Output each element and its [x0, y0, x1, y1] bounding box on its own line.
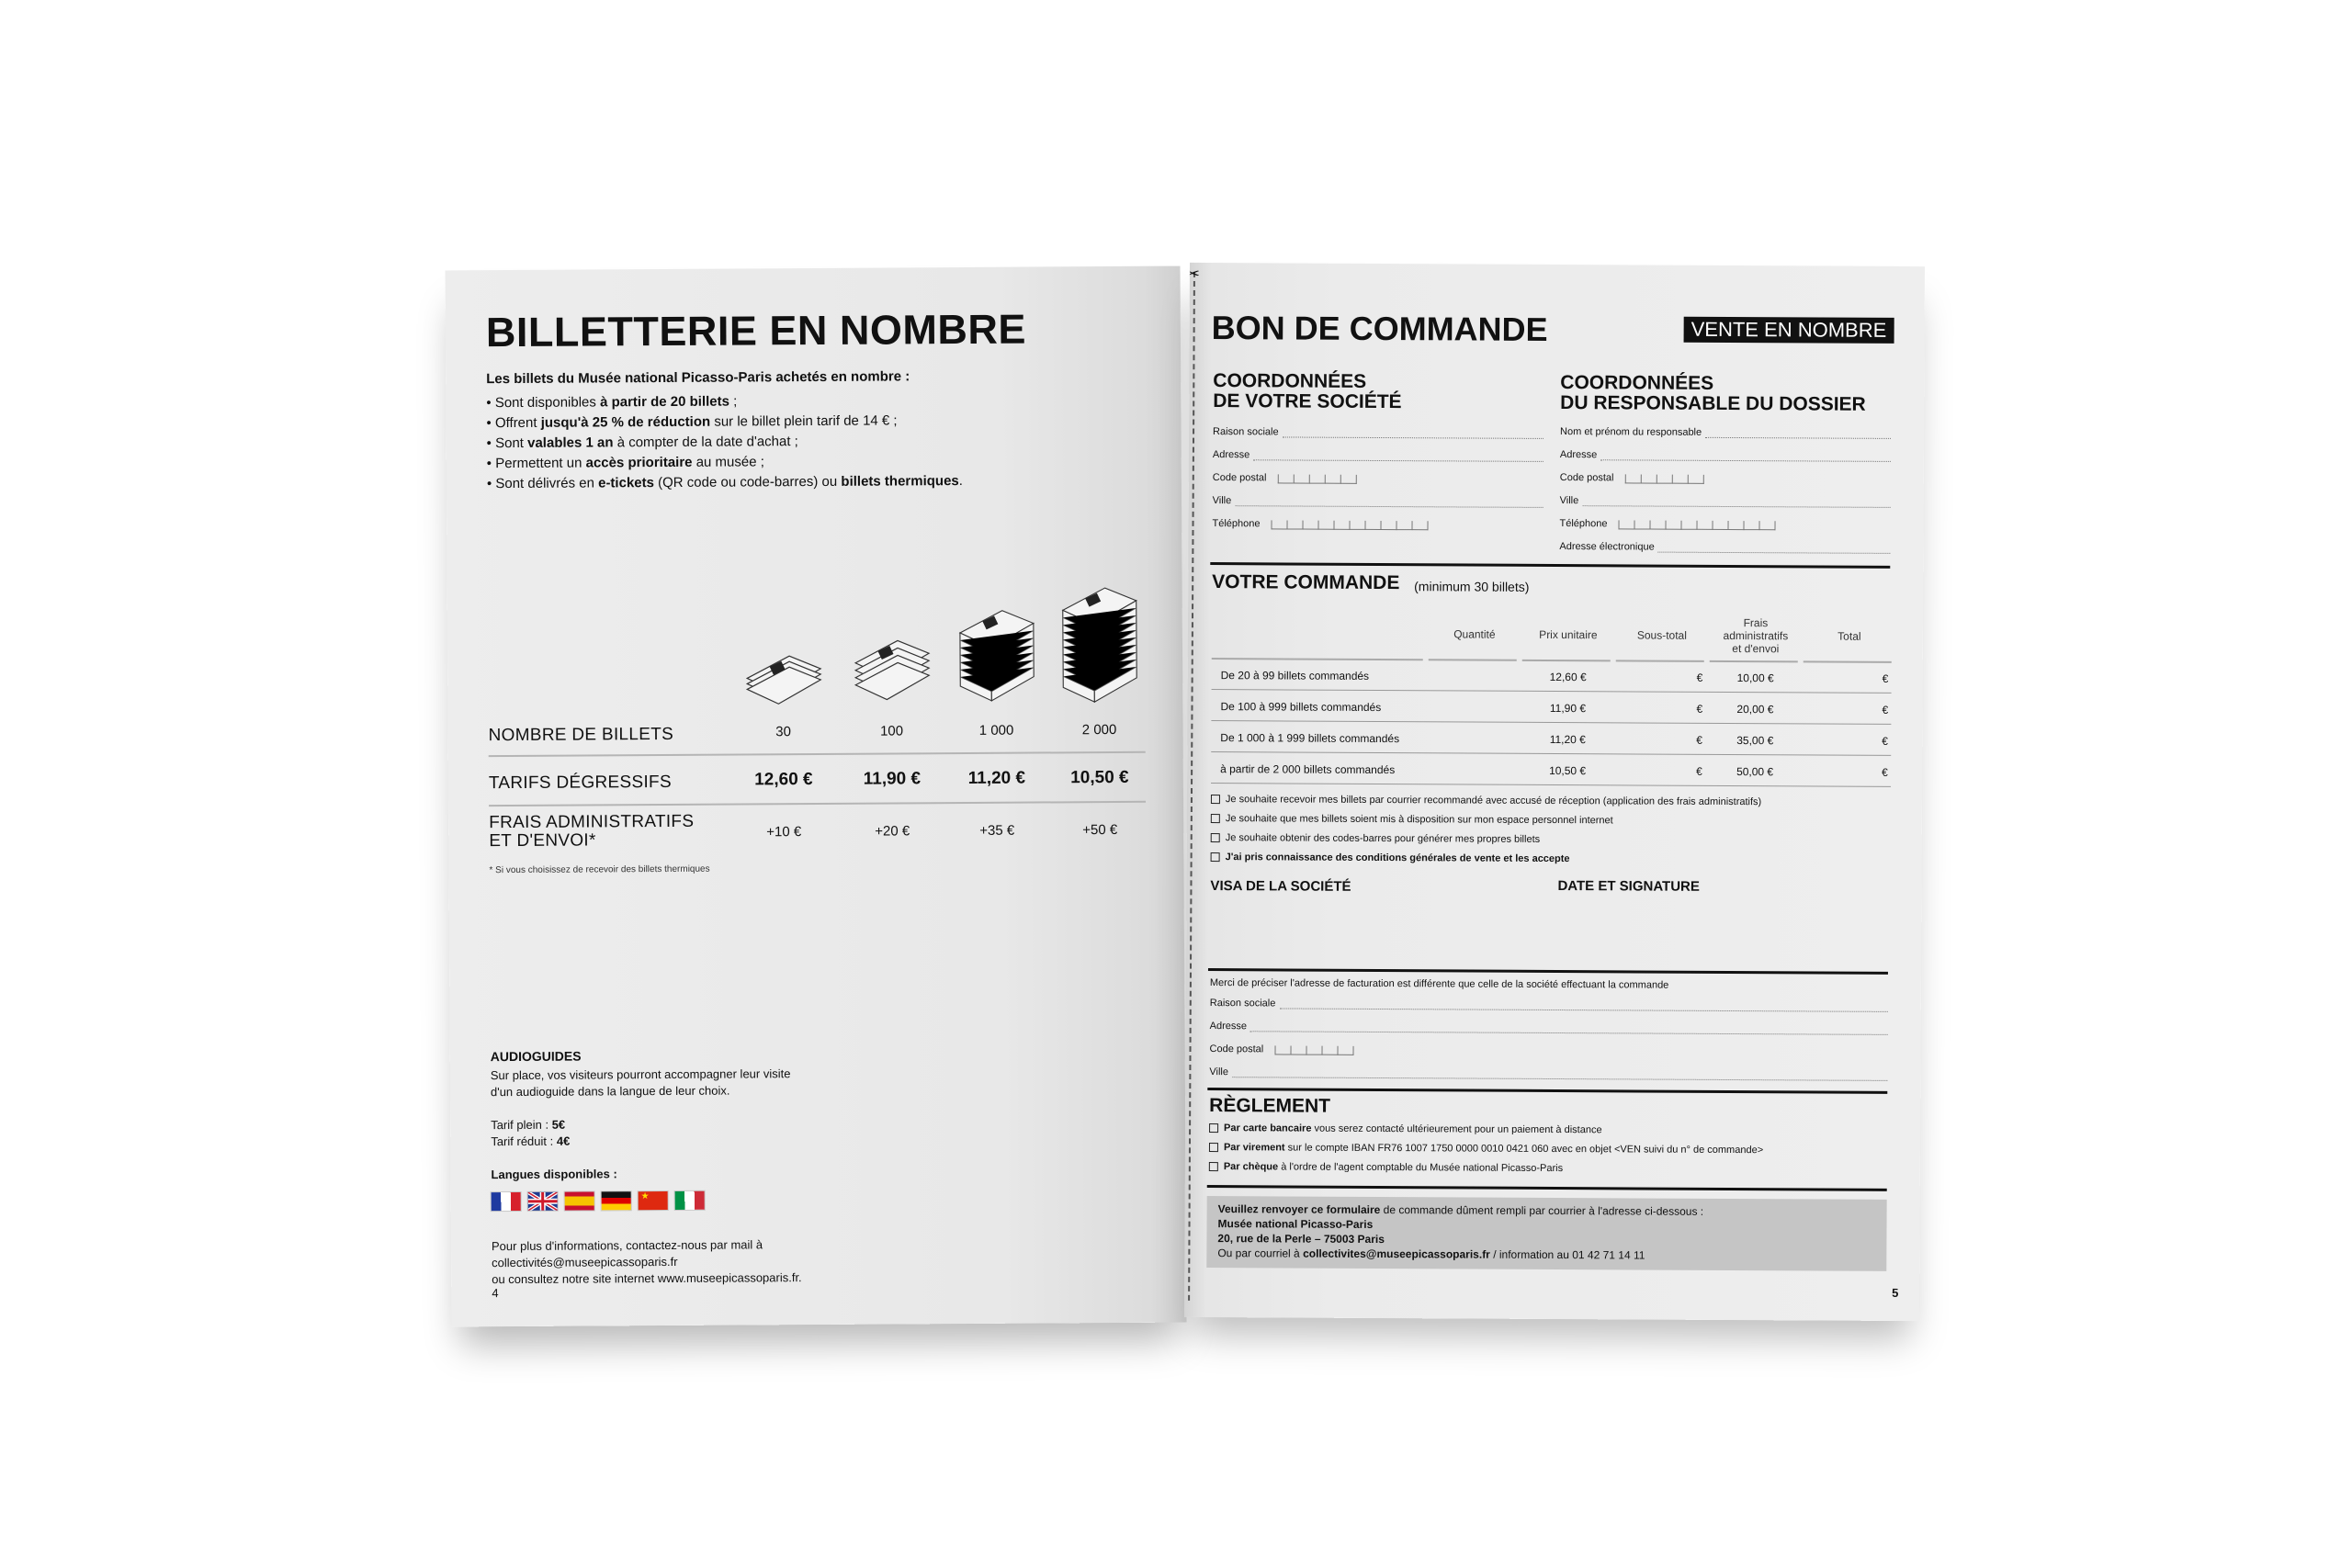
right-page	[1184, 263, 1925, 1321]
table-row-label: De 100 à 999 billets commandés	[1220, 700, 1382, 715]
quantity-cell: 100	[880, 723, 904, 739]
return-museum: Musée national Picasso-Paris	[1217, 1217, 1374, 1231]
return-mail: Ou par courriel à collectivites@museepicassoparis.fr / information au 01 42 71 14 11	[1217, 1247, 1645, 1262]
italy-flag-icon	[675, 1191, 705, 1210]
audioguides-text: Sur place, vos visiteurs pourront accompagner leur visite	[490, 1066, 791, 1083]
audioguides-title: AUDIOGUIDES	[490, 1048, 582, 1065]
page-number: 5	[1892, 1285, 1899, 1300]
checkbox-icon[interactable]	[1211, 795, 1220, 804]
fees-cell: 10,00 €	[1736, 671, 1774, 685]
order-form-title: BON DE COMMANDE	[1211, 309, 1548, 348]
left-page	[445, 266, 1186, 1327]
china-flag-icon: ★	[639, 1191, 668, 1210]
billing-city-field[interactable]: Ville	[1209, 1066, 1887, 1081]
return-instruction: Veuillez renvoyer ce formulaire de commande dûment rempli par courrier à l'adresse ci-dessous :	[1217, 1202, 1704, 1218]
contact-phone-field[interactable]: Téléphone	[1559, 518, 1890, 531]
divider	[489, 801, 1146, 807]
contact-text: Pour plus d'informations, contactez-nous par mail à	[491, 1237, 763, 1254]
return-email-link[interactable]: collectivites@museepicassoparis.fr	[1303, 1247, 1490, 1261]
contact-email-link[interactable]: collectivités@museepicassoparis.fr	[492, 1254, 678, 1270]
price-cell: 10,50 €	[1070, 767, 1129, 788]
section-title-line: DU RESPONSABLE DU DOSSIER	[1560, 392, 1866, 415]
column-header-fees	[1710, 616, 1802, 656]
fee-cell: +10 €	[766, 824, 802, 840]
billing-address-field[interactable]: Adresse	[1210, 1021, 1888, 1035]
euro-sign: €	[1882, 671, 1889, 685]
row-label-quantity: NOMBRE DE BILLETS	[488, 724, 674, 746]
price-cell: 11,20 €	[967, 768, 1026, 788]
table-line	[1211, 783, 1891, 787]
perforation-line	[1188, 272, 1195, 1301]
ticket-stack-icon	[1057, 584, 1141, 714]
visa-label: VISA DE LA SOCIÉTÉ	[1210, 878, 1351, 895]
euro-sign: €	[1696, 733, 1703, 747]
audioguides-text: d'un audioguide dans la langue de leur choix.	[490, 1083, 730, 1100]
payment-section-title: RÈGLEMENT	[1209, 1095, 1331, 1117]
euro-sign: €	[1882, 765, 1888, 779]
row-label-fees	[489, 813, 694, 851]
contact-address-field[interactable]: Adresse	[1560, 449, 1891, 462]
fees-cell: 50,00 €	[1736, 765, 1774, 779]
fee-cell: +50 €	[1082, 821, 1118, 839]
germany-flag-icon	[602, 1191, 631, 1210]
uk-flag-icon	[528, 1192, 558, 1211]
contact-name-field[interactable]: Nom et prénom du responsable	[1560, 426, 1891, 439]
order-section-title: VOTRE COMMANDE	[1212, 571, 1400, 594]
table-line	[1429, 659, 1517, 661]
table-line	[1211, 751, 1891, 756]
divider	[1210, 562, 1890, 569]
table-row-label: De 20 à 99 billets commandés	[1220, 669, 1370, 682]
tarif-plein: Tarif plein : 5€	[491, 1117, 566, 1133]
table-line	[1522, 660, 1611, 662]
quantity-cell: 30	[775, 724, 791, 740]
page-title: BILLETTERIE EN NOMBRE	[485, 305, 1027, 356]
france-flag-icon	[492, 1192, 521, 1211]
quantity-cell: 1 000	[978, 722, 1014, 739]
payment-transfer-option[interactable]: Par virement sur le compte IBAN FR76 1007 1750 0000 0010 0421 060 avec en objet <VEN suivi du n° de commande>	[1209, 1142, 1763, 1156]
fees-label-line: FRAIS ADMINISTRATIFS	[489, 811, 695, 833]
euro-sign: €	[1696, 702, 1703, 716]
checkbox-cgv[interactable]: J'ai pris connaissance des conditions générales de vente et les accepte	[1211, 852, 1570, 864]
list-item: • Permettent un accès prioritaire au musée ;	[487, 451, 963, 474]
checkbox-espace-personnel[interactable]: Je souhaite que mes billets soient mis à disposition sur mon espace personnel internet	[1211, 813, 1613, 826]
company-section-title	[1213, 371, 1402, 412]
column-header-subtotal: Sous-total	[1636, 628, 1687, 642]
divider	[1207, 1185, 1887, 1191]
fee-cell: +35 €	[979, 822, 1015, 839]
payment-cheque-option[interactable]: Par chèque à l'ordre de l'agent comptable du Musée national Picasso-Paris	[1209, 1161, 1563, 1174]
table-row-label: à partir de 2 000 billets commandés	[1220, 762, 1396, 777]
checkbox-icon[interactable]	[1211, 852, 1220, 862]
language-flags	[492, 1191, 705, 1211]
column-header-unit-price: Prix unitaire	[1539, 627, 1598, 642]
contact-city-field[interactable]: Ville	[1560, 495, 1891, 508]
divider	[1207, 1088, 1887, 1094]
table-line	[1211, 720, 1891, 725]
contact-postal-field[interactable]: Code postal	[1560, 472, 1891, 485]
section-title-line: DE VOTRE SOCIÉTÉ	[1213, 390, 1402, 413]
table-row-label: De 1 000 à 1 999 billets commandés	[1220, 731, 1400, 746]
column-header-line: administratifs	[1723, 628, 1789, 643]
ticket-stack-icon	[850, 626, 933, 709]
euro-sign: €	[1696, 671, 1703, 684]
checkbox-icon[interactable]	[1209, 1162, 1218, 1171]
table-line	[1212, 658, 1423, 660]
column-header-quantity: Quantité	[1453, 627, 1496, 641]
euro-sign: €	[1882, 734, 1889, 748]
section-title-line: COORDONNÉES	[1560, 372, 1714, 394]
fees-label-line: ET D'ENVOI*	[489, 830, 596, 852]
fees-cell: 35,00 €	[1736, 734, 1774, 748]
checkbox-icon[interactable]	[1209, 1143, 1218, 1152]
list-item: • Sont délivrés en e-tickets (QR code ou code-barres) ou billets thermiques.	[487, 471, 963, 494]
divider	[1208, 968, 1888, 975]
section-title-line: COORDONNÉES	[1213, 370, 1367, 392]
divider	[489, 751, 1146, 757]
intro-text: Les billets du Musée national Picasso-Paris achetés en nombre :	[486, 368, 910, 388]
table-line	[1212, 689, 1892, 694]
unit-price-cell: 11,20 €	[1549, 732, 1586, 747]
company-phone-field[interactable]: Téléphone	[1212, 518, 1543, 531]
billing-postal-field[interactable]: Code postal	[1209, 1043, 1887, 1058]
return-address: 20, rue de la Perle – 75003 Paris	[1217, 1232, 1385, 1247]
page-number: 4	[492, 1286, 499, 1301]
tarif-reduit: Tarif réduit : 4€	[491, 1134, 571, 1149]
company-address-field[interactable]: Adresse	[1213, 449, 1544, 462]
checkbox-recommande[interactable]: Je souhaite recevoir mes billets par courrier recommandé avec accusé de réception (application des frais administratifs)	[1211, 794, 1761, 807]
signature-label: DATE ET SIGNATURE	[1557, 878, 1700, 895]
list-item: • Offrent jusqu'à 25 % de réduction sur le billet plein tarif de 14 € ;	[486, 411, 962, 434]
checkbox-icon[interactable]	[1209, 1123, 1218, 1133]
checkbox-icon[interactable]	[1211, 833, 1220, 842]
fee-cell: +20 €	[875, 823, 910, 840]
table-line	[1710, 660, 1798, 663]
list-item: • Sont disponibles à partir de 20 billets ;	[486, 390, 962, 413]
order-minimum: (minimum 30 billets)	[1414, 579, 1530, 594]
fees-cell: 20,00 €	[1736, 703, 1774, 716]
table-line	[1616, 660, 1704, 662]
euro-sign: €	[1882, 703, 1889, 716]
quantity-cell: 2 000	[1081, 721, 1117, 739]
contact-website-text: ou consultez notre site internet www.museepicassoparis.fr.	[492, 1270, 802, 1287]
billing-note: Merci de préciser l'adresse de facturation est différente que celle de la société effectuant la commande	[1209, 977, 1669, 991]
company-city-field[interactable]: Ville	[1213, 495, 1544, 508]
checkbox-icon[interactable]	[1211, 814, 1220, 823]
payment-card-option[interactable]: Par carte bancaire vous serez contacté ultérieurement pour un paiement à distance	[1209, 1122, 1602, 1135]
contact-section-title	[1560, 373, 1866, 415]
ticket-stack-icon	[955, 605, 1038, 712]
column-header-line: Frais	[1743, 616, 1769, 630]
unit-price-cell: 12,60 €	[1549, 670, 1587, 684]
row-label-prices: TARIFS DÉGRESSIFS	[488, 772, 672, 794]
spain-flag-icon	[565, 1191, 594, 1210]
unit-price-cell: 11,90 €	[1549, 701, 1587, 716]
langues-label: Langues disponibles :	[491, 1167, 617, 1182]
contact-email-field[interactable]: Adresse électronique	[1559, 541, 1890, 554]
ticket-stack-icon	[741, 636, 824, 710]
price-cell: 11,90 €	[863, 769, 922, 789]
return-address-box	[1206, 1196, 1886, 1271]
column-header-total: Total	[1838, 629, 1861, 643]
vente-badge: VENTE EN NOMBRE	[1684, 317, 1894, 344]
company-postal-field[interactable]: Code postal	[1213, 472, 1544, 485]
price-cell: 12,60 €	[754, 770, 813, 790]
table-line	[1804, 660, 1892, 663]
checkbox-codes-barres[interactable]: Je souhaite obtenir des codes-barres pour générer mes propres billets	[1211, 832, 1540, 845]
benefits-list	[486, 390, 963, 494]
footnote: * Si vous choisissez de recevoir des billets thermiques	[489, 863, 710, 876]
euro-sign: €	[1696, 764, 1702, 778]
unit-price-cell: 10,50 €	[1549, 763, 1587, 778]
column-header-line: et d'envoi	[1732, 642, 1780, 656]
list-item: • Sont valables 1 an à compter de la date d'achat ;	[487, 431, 963, 454]
billing-name-field[interactable]: Raison sociale	[1210, 998, 1888, 1012]
scissors-icon: ✂	[1185, 264, 1201, 283]
company-name-field[interactable]: Raison sociale	[1213, 426, 1544, 439]
